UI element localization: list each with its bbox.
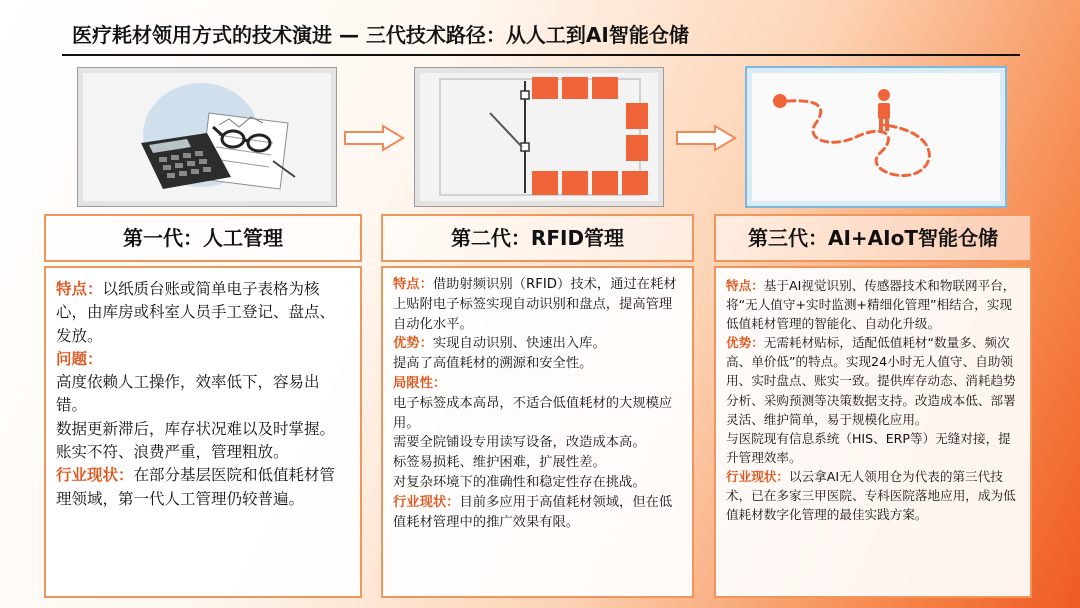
title-divider bbox=[62, 54, 1020, 56]
person-icon bbox=[878, 89, 890, 131]
arrow-right-icon bbox=[343, 124, 405, 152]
gen1-problem-heading bbox=[56, 348, 350, 371]
label-features: 特点： bbox=[393, 277, 433, 292]
gen1-panel bbox=[44, 266, 362, 598]
gen1-status: 行业现状：在部分基层医院和低值耗材管理领域，第一代人工管理仍较普遍。 bbox=[56, 466, 336, 508]
page-title: 医疗耗材领用方式的技术演进 — 三代技术路径：从人工到AI智能仓储 bbox=[72, 23, 689, 47]
gen2-title: 第二代：RFID管理 bbox=[381, 214, 694, 262]
gen2-status: 行业现状：目前多应用于高值耗材领域，但在低值耗材管理中的推广效果有限。 bbox=[393, 494, 673, 530]
gen2-limit-4: 对复杂环境下的准确性和稳定性存在挑战。 bbox=[393, 474, 646, 490]
gen2-image bbox=[415, 68, 663, 206]
gen2-limit-2: 需要全院铺设专用读写设备，改造成本高。 bbox=[393, 435, 646, 451]
gen1-problem-1: 高度依赖人工操作，效率低下，容易出错。 bbox=[56, 373, 320, 415]
gen1-image bbox=[78, 68, 336, 206]
gen3-integration: 与医院现有信息系统（HIS、ERP等）无缝对接，提升管理效率。 bbox=[726, 430, 1011, 465]
gen1-feature: 特点：以纸质台账或简单电子表格为核心，由库房或科室人员手工登记、盘点、发放。 bbox=[56, 280, 336, 345]
label-features: 特点： bbox=[56, 280, 103, 298]
gen2-feature: 特点：借助射频识别（RFID）技术，通过在耗材上贴附电子标签实现自动识别和盘点，提高管理自动化水平。 bbox=[393, 277, 677, 332]
gen2-advantage-2: 提高了高值耗材的溯源和安全性。 bbox=[393, 356, 593, 372]
rfid-gate-icon bbox=[490, 81, 529, 193]
gen1-title: 第一代：人工管理 bbox=[44, 214, 362, 262]
ai-path-illustration bbox=[752, 73, 1000, 201]
calculator-illustration bbox=[83, 73, 331, 201]
gen2-advantage: 优势：实现自动识别、快速出入库。 bbox=[393, 336, 606, 352]
gen3-status: 行业现状：以云拿AI无人领用仓为代表的第三代技术，已在多家三甲医院、专科医院落地应用，成为低值耗材数字化管理的最佳实践方案。 bbox=[726, 468, 1016, 523]
gen2-panel bbox=[381, 266, 694, 598]
rfid-illustration bbox=[420, 73, 658, 201]
gen2-limit-3: 标签易损耗、维护困难，扩展性差。 bbox=[393, 455, 606, 471]
gen1-problem-2: 数据更新滞后，库存状况难以及时掌握。 bbox=[56, 419, 336, 438]
label-problems: 问题： bbox=[56, 349, 103, 368]
gen3-title: 第三代：AI+AIoT智能仓储 bbox=[714, 214, 1032, 262]
path-icon bbox=[788, 101, 929, 176]
label-features: 特点： bbox=[726, 278, 764, 293]
gen3-image bbox=[747, 68, 1005, 206]
gen2-limit-1: 电子标签成本高昂，不适合低值耗材的大规模应用。 bbox=[393, 395, 673, 431]
gen3-feature: 特点：基于AI视觉识别、传感器技术和物联网平台，将“无人值守+实时监测+精细化管理”相结合，实现低值耗材管理的智能化、自动化升级。 bbox=[726, 278, 1016, 332]
gen3-panel bbox=[714, 266, 1032, 598]
start-point-icon bbox=[773, 94, 787, 108]
label-advantages: 优势： bbox=[726, 335, 764, 351]
label-industry-status: 行业现状： bbox=[393, 494, 460, 510]
label-advantages: 优势： bbox=[393, 336, 433, 352]
label-industry-status: 行业现状： bbox=[726, 468, 789, 484]
arrow-right-icon bbox=[675, 124, 737, 152]
gen3-advantage: 优势：无需耗材贴标，适配低值耗材“数量多、频次高、单价低”的特点。实现24小时无人值守、自助领用、实时盘点、账实一致。提供库存动态、消耗趋势分析、采购预测等决策数据支持。改造成本低、部署灵活、维护简单，易于规模化应用。 bbox=[726, 335, 1016, 427]
label-industry-status: 行业现状： bbox=[56, 466, 134, 485]
shelf-icon bbox=[532, 77, 648, 195]
gen2-limit-heading bbox=[393, 374, 682, 394]
gen1-problem-3: 账实不符、浪费严重，管理粗放。 bbox=[56, 443, 289, 462]
label-limitations: 局限性： bbox=[393, 375, 447, 391]
